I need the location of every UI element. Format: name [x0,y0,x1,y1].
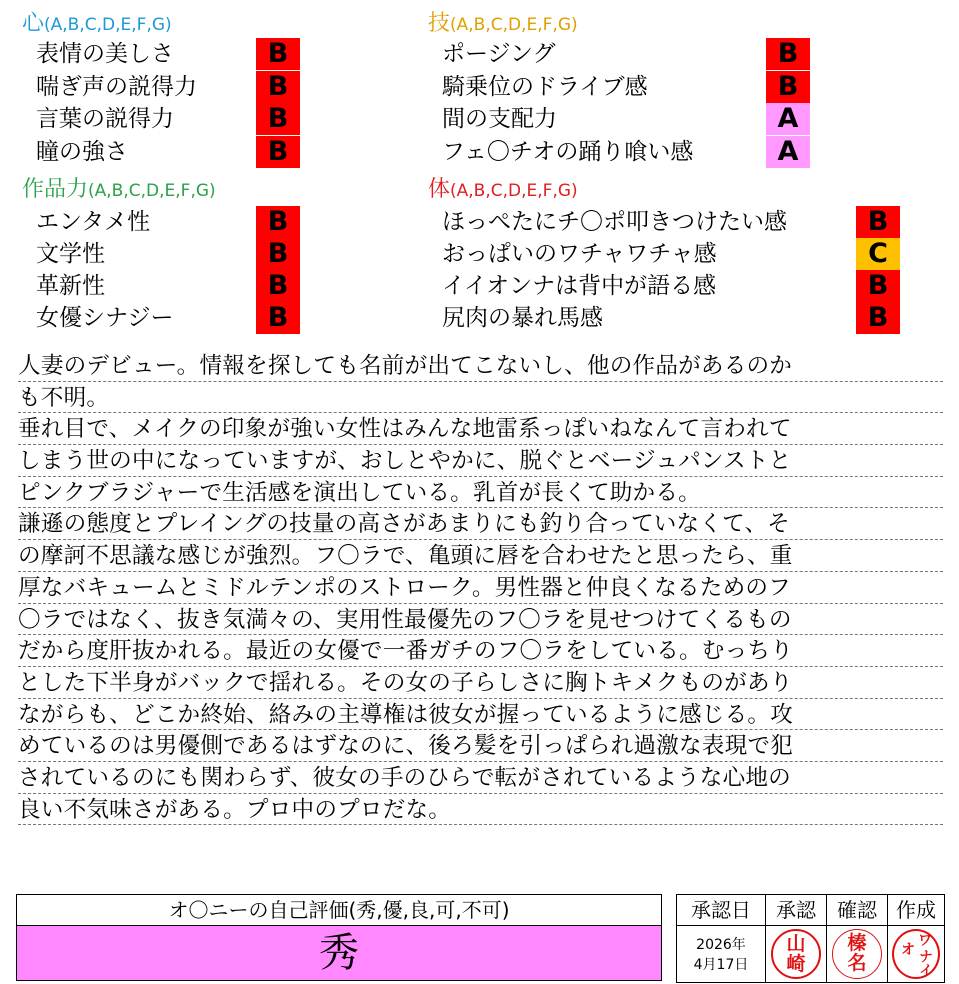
gi-item-label: フェ〇チオの踊り喰い感 [442,139,694,165]
essay-line: しまう世の中になっていますが、おしとやかに、脱ぐとベージュパンストと [18,445,943,477]
approval-header-confirm: 確認 [826,894,888,926]
essay-line: されているのにも関わらず、彼女の手のひらで転がされているような心地の [18,762,943,794]
karada-item-label: おっぱいのワチャワチャ感 [442,241,717,267]
sakuhin-item-label: 女優シナジー [36,305,174,331]
self-eval-title: オ〇ニーの自己評価(秀,優,良,可,不可) [168,898,510,922]
self-eval-title-box [16,894,662,926]
sakuhin-item-label: エンタメ性 [36,209,151,235]
essay-line: とした下半身がバックで揺れる。その女の子らしさに胸トキメクものがあり [18,667,943,699]
category-options: (A,B,C,D,E,F,G) [450,181,578,201]
grade-badge: A [766,103,810,135]
approval-header-create: 作成 [887,894,945,926]
grade-badge: B [256,238,300,270]
essay-line: 人妻のデビュー。情報を探しても名前が出てこないし、他の作品があるのか [18,350,943,382]
sakuhin-item-label: 革新性 [36,273,105,299]
category-title-gi [428,12,578,37]
essay-line: 厚なバキュームとミドルテンポのストローク。男性器と仲良くなるためのフ [18,572,943,604]
hanko-stamp [832,929,882,979]
grade-badge: B [256,38,300,70]
hanko-stamp-char: 名 [847,952,867,974]
category-options: (A,B,C,D,E,F,G) [88,181,216,201]
approval-stamp-cell [765,925,827,983]
essay-line: 謙遜の態度とプレイングの技量の高さがあまりにも釣り合っていなくて、そ [18,508,943,540]
gi-item-label: 騎乗位のドライブ感 [442,74,648,100]
essay-line: も不明。 [18,382,943,414]
essay-line: だから度肝抜かれる。最近の女優で一番ガチのフ〇ラをしている。むっちり [18,635,943,667]
grade-badge: B [256,71,300,103]
gi-item-label: 間の支配力 [442,106,557,132]
category-name: 体 [428,177,451,202]
category-name: 作品力 [22,177,89,202]
create-stamp-cell [887,925,945,983]
kokoro-item-label: 瞳の強さ [36,139,128,165]
grade-badge: B [256,103,300,135]
category-name: 心 [22,11,45,36]
sakuhin-item-label: 文学性 [36,241,105,267]
essay-line: ピンクブラジャーで生活感を演出している。乳首が長くて助かる。 [18,477,943,509]
grade-badge: B [256,270,300,302]
essay-line: ながらも、どこか終始、絡みの主導権は彼女が握っているように感じる。攻 [18,699,943,731]
hanko-stamp-column [917,934,933,977]
category-title-sakuhin [22,178,216,203]
karada-item-label: ほっぺたにチ〇ポ叩きつけたい感 [442,209,787,235]
kokoro-item-label: 表情の美しさ [36,41,174,67]
self-eval-value-box [16,925,662,981]
confirm-stamp-cell [826,925,888,983]
hanko-stamp-char: ワ [918,933,932,949]
essay-line: の摩訶不思議な感じが強烈。フ〇ラで、亀頭に唇を合わせたと思ったら、重 [18,540,943,572]
approval-header-date: 承認日 [676,894,766,926]
grade-badge: B [856,302,900,334]
hanko-stamp-char: オ [901,942,915,958]
gi-item-label: ポージング [442,41,556,67]
karada-item-label: 尻肉の暴れ馬感 [442,305,603,331]
grade-badge: C [856,238,900,270]
kokoro-item-label: 言葉の説得力 [36,106,174,132]
category-title-kokoro [22,12,172,37]
self-eval-value: 秀 [319,930,359,976]
grade-badge: B [766,38,810,70]
essay-line: 良い不気味さがある。プロ中のプロだな。 [18,794,943,826]
essay-line: 〇ラではなく、抜き気満々の、実用性最優先のフ〇ラを見せつけてくるもの [18,604,943,636]
essay-line: 垂れ目で、メイクの印象が強い女性はみんな地雷系っぽいねなんて言われて [18,413,943,445]
review-essay [18,350,943,825]
hanko-stamp-char: 崎 [786,953,806,975]
hanko-stamp [771,929,821,979]
approval-header-approve: 承認 [765,894,827,926]
essay-line: めているのは男優側であるはずなのに、後ろ髪を引っぱられ過激な表現で犯 [18,730,943,762]
hanko-stamp-char: ナイ [917,949,933,977]
grade-badge: B [856,270,900,302]
grade-badge: B [256,302,300,334]
hanko-stamp [892,929,940,979]
approval-date-cell [676,925,766,983]
kokoro-item-label: 喘ぎ声の説得力 [36,74,197,100]
approval-date-day: 4月17日 [693,957,749,973]
grade-badge: B [856,206,900,238]
grade-badge: B [256,136,300,168]
category-options: (A,B,C,D,E,F,G) [450,15,578,35]
approval-date-year: 2026年 [696,937,746,953]
hanko-stamp-char: 榛 [847,932,867,954]
grade-badge: B [256,206,300,238]
category-title-karada [428,178,578,203]
karada-item-label: イイオンナは背中が語る感 [442,273,717,299]
category-name: 技 [428,11,451,36]
hanko-stamp-char: 山 [786,933,806,955]
grade-badge: B [766,71,810,103]
category-options: (A,B,C,D,E,F,G) [44,15,172,35]
grade-badge: A [766,136,810,168]
